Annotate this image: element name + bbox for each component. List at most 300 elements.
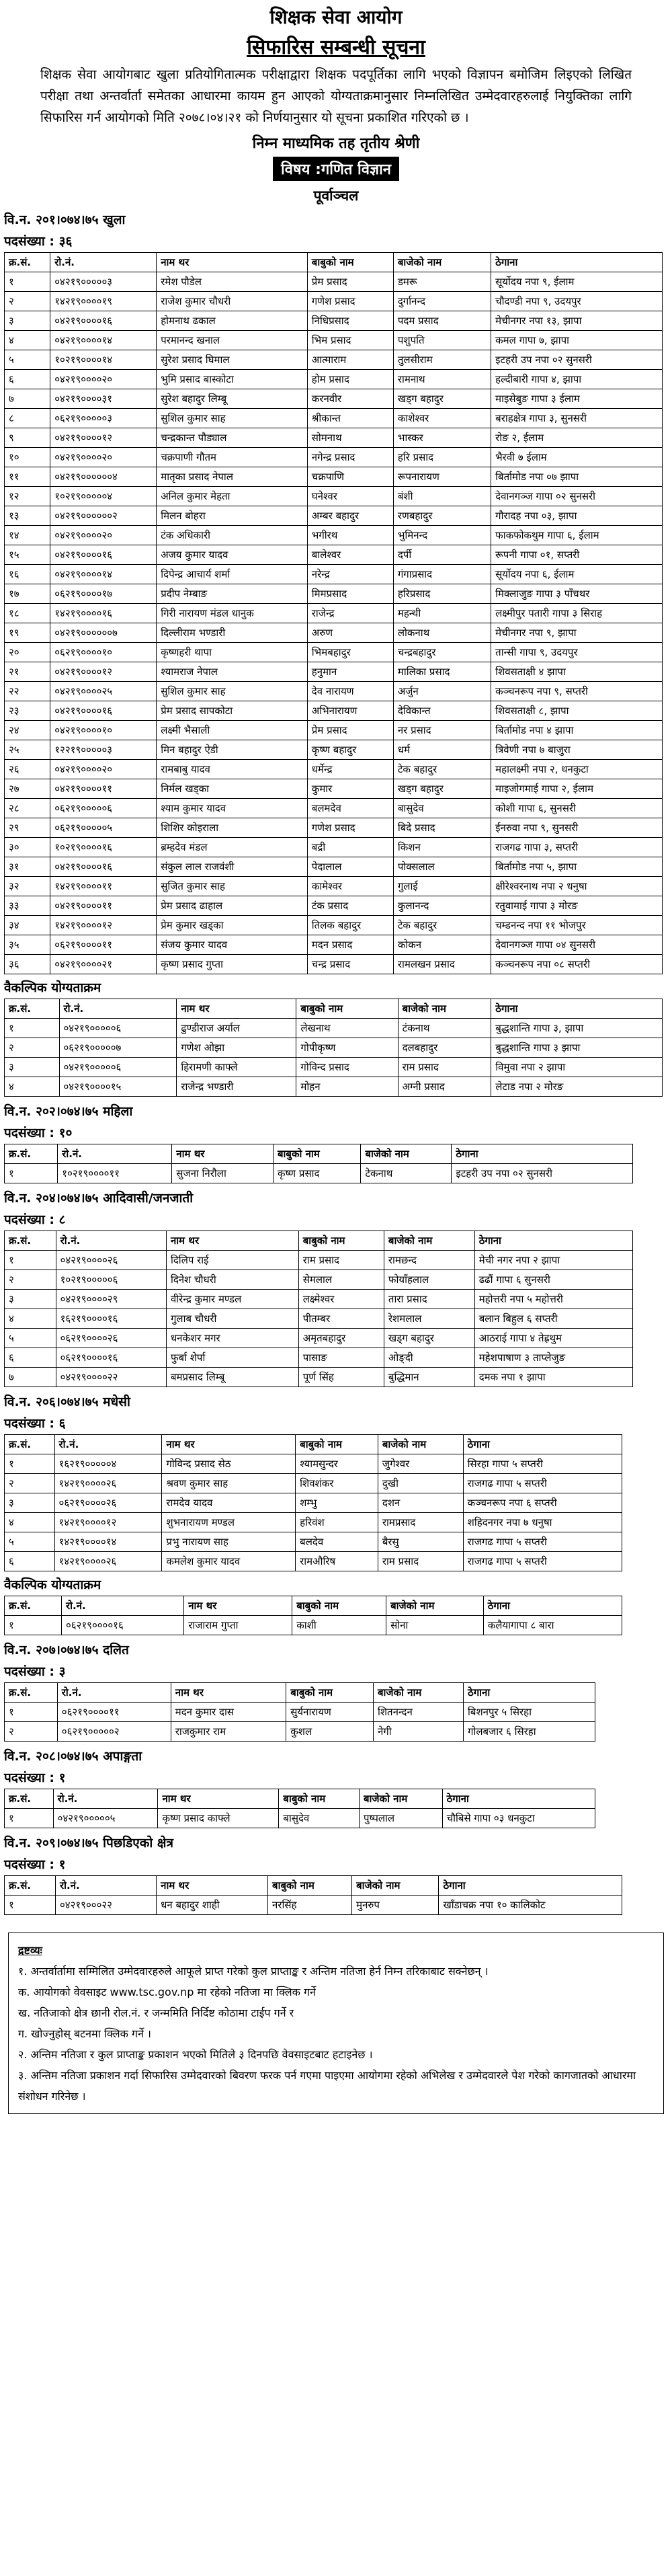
column-header: बाजेको नाम xyxy=(359,1789,442,1809)
table-cell: काशेश्वर xyxy=(393,409,491,428)
table-cell: हरिवंश xyxy=(296,1513,378,1532)
table-cell: गोलबजार ६ सिरहा xyxy=(464,1722,595,1742)
column-header: क्र.सं. xyxy=(5,1789,54,1809)
table-cell: प्रेम कुमार खड्का xyxy=(157,916,308,935)
table-cell: लक्ष्मीपुर पतारी गापा ३ सिराह xyxy=(491,604,663,623)
table-cell: मिमप्रसाद xyxy=(307,584,393,604)
table-cell: राजेन्द्र भण्डारी xyxy=(177,1077,296,1097)
table-cell: अजय कुमार यादव xyxy=(157,545,308,565)
column-header: रो.नं. xyxy=(61,1596,183,1616)
table-cell: १७ xyxy=(5,584,50,604)
table-cell: बुद्धिमान xyxy=(384,1368,474,1387)
table-cell: किशन xyxy=(393,838,491,857)
table-cell: रामछन्द xyxy=(384,1251,474,1270)
table-cell: ३५ xyxy=(5,935,50,955)
table-cell: १४२१९००००१४ xyxy=(54,1532,162,1552)
table-cell: १ xyxy=(5,1251,56,1270)
table-cell: १४२१९००००१६ xyxy=(50,604,157,623)
column-header: बाबुको नाम xyxy=(292,1596,386,1616)
table-cell: बैरसु xyxy=(378,1532,463,1552)
table-cell: ढुण्डीराज अर्याल xyxy=(177,1019,296,1038)
table-cell: चन्द्र प्रसाद xyxy=(307,955,393,974)
table-cell: ५ xyxy=(5,350,50,370)
candidate-table xyxy=(4,1875,622,1915)
table-cell: कुशल xyxy=(286,1722,374,1742)
table-cell: ३ xyxy=(5,1493,55,1513)
column-header: बाजेको नाम xyxy=(386,1596,484,1616)
table-row xyxy=(5,1722,595,1742)
table-row xyxy=(5,370,663,389)
table-row xyxy=(5,1368,633,1387)
table-cell: सेमलाल xyxy=(298,1270,384,1290)
table-cell: दशन xyxy=(378,1493,463,1513)
table-row xyxy=(5,896,663,916)
table-cell: संजय कुमार यादव xyxy=(157,935,308,955)
column-header: ठेगाना xyxy=(491,999,663,1019)
candidate-table xyxy=(4,252,663,974)
table-cell: कृष्ण बहादुर xyxy=(307,740,393,760)
table-cell: सोना xyxy=(386,1616,484,1635)
table-row xyxy=(5,389,663,409)
column-header: क्र.सं. xyxy=(5,1435,55,1454)
table-cell: १८ xyxy=(5,604,50,623)
table-cell: २८ xyxy=(5,799,50,818)
table-cell: मिन बहादुर ऐडी xyxy=(157,740,308,760)
table-cell: १ xyxy=(5,1616,62,1635)
table-cell: टेक बहादुर xyxy=(393,760,491,779)
table-cell: ०६२१९००००२६ xyxy=(56,1329,166,1348)
table-cell: माइसेबुङ गापा ३ ईलाम xyxy=(491,389,663,409)
table-cell: लोकनाथ xyxy=(393,623,491,643)
table-row xyxy=(5,838,663,857)
table-cell: अमृतबहादुर xyxy=(298,1329,384,1348)
table-cell: काशी xyxy=(292,1616,386,1635)
table-cell: पशुपति xyxy=(393,331,491,350)
table-cell: कमल गापा ७, झापा xyxy=(491,331,663,350)
column-header: रो.नं. xyxy=(56,1231,166,1251)
table-cell: ०४२१९०००२२ xyxy=(55,1896,156,1915)
table-cell: २३ xyxy=(5,701,50,721)
table-cell: मातृका प्रसाद नेपाल xyxy=(157,467,308,487)
table-cell: ०४२१९००००१५ xyxy=(59,1077,177,1097)
table-cell: रूपनारायण xyxy=(393,467,491,487)
table-cell: शिवसताक्षी ८, झापा xyxy=(491,701,663,721)
table-cell: लेखनाथ xyxy=(296,1019,398,1038)
table-cell: अम्बर बहादुर xyxy=(307,506,393,526)
alternate-merit-heading: वैकल्पिक योग्यताक्रम xyxy=(4,1577,101,1592)
org-name: शिक्षक सेवा आयोग xyxy=(269,6,403,28)
table-cell: ११ xyxy=(5,467,50,487)
table-cell: टंक प्रसाद xyxy=(307,896,393,916)
table-cell: महालक्ष्मी नपा २, धनकुटा xyxy=(491,760,663,779)
table-cell: १२ xyxy=(5,487,50,506)
table-cell: गिरी नारायण मंडल धानुक xyxy=(157,604,308,623)
table-cell: दिल्लीराम भण्डारी xyxy=(157,623,308,643)
table-cell: धनकेशर मगर xyxy=(166,1329,298,1348)
table-cell: २२ xyxy=(5,682,50,701)
table-cell: ०४२१९००००१२ xyxy=(50,662,157,682)
table-row xyxy=(5,1896,622,1915)
table-cell: ओङ्दी xyxy=(384,1348,474,1368)
table-cell: धर्मेन्द्र xyxy=(307,760,393,779)
table-cell: सोमनाथ xyxy=(307,428,393,448)
table-row xyxy=(5,1532,622,1552)
table-row xyxy=(5,721,663,740)
column-header: क्र.सं. xyxy=(5,1596,62,1616)
table-cell: ब्रम्हदेव मंडल xyxy=(157,838,308,857)
table-row xyxy=(5,623,663,643)
table-row xyxy=(5,1270,633,1290)
column-header: क्र.सं. xyxy=(5,253,50,272)
column-header: रो.नं. xyxy=(54,1435,162,1454)
table-cell: मुनरुप xyxy=(352,1896,439,1915)
table-cell: अर्जुन xyxy=(393,682,491,701)
table-cell: हनुमान xyxy=(307,662,393,682)
table-cell: १५ xyxy=(5,545,50,565)
table-cell: बालेश्वर xyxy=(307,545,393,565)
post-count: पदसंख्या : १ xyxy=(4,1770,66,1785)
table-cell: ०४२१९००००३१ xyxy=(50,389,157,409)
table-cell: शिवशंकर xyxy=(296,1474,378,1493)
table-cell: २ xyxy=(5,1270,56,1290)
table-cell: राजगढ गापा ५ सप्तरी xyxy=(463,1552,622,1571)
table-cell: पोक्सलाल xyxy=(393,857,491,877)
table-cell: त्रिवेणी नपा ७ बाजुरा xyxy=(491,740,663,760)
table-cell: १३ xyxy=(5,506,50,526)
table-cell: शम्भु xyxy=(296,1493,378,1513)
table-cell: शितनन्दन xyxy=(373,1703,463,1722)
table-cell: मोहन xyxy=(296,1077,398,1097)
vacancy-section xyxy=(0,1189,672,1387)
table-header-row xyxy=(5,253,663,272)
vacancy-number: वि.न. २०८।०७४।७५ अपाङ्गता xyxy=(4,1749,142,1764)
table-cell: ०४२१९००००११ xyxy=(50,779,157,799)
note-item: ग. खोज्नुहोस् बटनमा क्लिक गर्ने । xyxy=(18,2027,151,2040)
table-cell: बमप्रसाद लिम्बू xyxy=(166,1368,298,1387)
table-cell: १२२१९०००००३ xyxy=(50,740,157,760)
table-cell: ०४२१९०००००६ xyxy=(59,1019,177,1038)
table-cell: कमलेश कुमार यादव xyxy=(162,1552,296,1571)
table-cell: रमेश पौडेल xyxy=(157,272,308,292)
table-cell: करनवीर xyxy=(307,389,393,409)
table-cell: राजाराम गुप्ता xyxy=(184,1616,292,1635)
column-header: ठेगाना xyxy=(491,253,663,272)
vacancy-number: वि.न. २०७।०७४।७५ दलित xyxy=(4,1643,129,1657)
table-cell: रेशमलाल xyxy=(384,1309,474,1329)
table-cell: मेचीनगर नपा ९, झापा xyxy=(491,623,663,643)
table-cell: बुद्धशान्ति गापा ३, झापा xyxy=(491,1019,663,1038)
table-header-row xyxy=(5,1876,622,1896)
column-header: बाजेको नाम xyxy=(378,1435,463,1454)
notes-list xyxy=(18,1961,654,2107)
table-cell: राम प्रसाद xyxy=(298,1251,384,1270)
table-cell: दलबहादुर xyxy=(398,1038,491,1058)
table-cell: क्षीरेश्वरनाथ नपा २ धनुषा xyxy=(491,877,663,896)
table-cell: १ xyxy=(5,1703,58,1722)
table-cell: पूर्ण सिंह xyxy=(298,1368,384,1387)
table-cell: मेची नगर नपा २ झापा xyxy=(474,1251,632,1270)
table-cell: १०२१९०००००४ xyxy=(50,487,157,506)
table-cell: नेगी xyxy=(373,1722,463,1742)
column-header: रो.नं. xyxy=(50,253,157,272)
vacancy-section xyxy=(0,1393,672,1635)
table-cell: हरिप्रसाद xyxy=(393,584,491,604)
table-cell: श्रीकान्त xyxy=(307,409,393,428)
table-cell: लेटाड नपा २ मोरङ xyxy=(491,1077,663,1097)
table-cell: अग्नी प्रसाद xyxy=(398,1077,491,1097)
table-cell: ईनरुवा नपा ९, सुनसरी xyxy=(491,818,663,838)
candidate-table xyxy=(4,1789,595,1828)
table-row xyxy=(5,1703,595,1722)
table-header-row xyxy=(5,1231,633,1251)
table-cell: ४ xyxy=(5,1077,60,1097)
level-heading: निम्न माध्यमिक तह तृतीय श्रेणी xyxy=(252,135,420,152)
table-cell: शिशिर कोइराला xyxy=(157,818,308,838)
table-cell: गोविन्द प्रसाद सेठ xyxy=(162,1454,296,1474)
note-item: १. अन्तर्वार्तामा सम्मिलित उम्मेदवारहरुले आफूले प्राप्त गरेको कुल प्राप्ताङ्क र अन्तिम नतिजा हेर्न निम्न तरिकाबाट सक्नेछन् । xyxy=(18,1965,489,1978)
table-cell: गंगाप्रसाद xyxy=(393,565,491,584)
table-row xyxy=(5,1251,633,1270)
table-cell: ४ xyxy=(5,331,50,350)
table-cell: अरुण xyxy=(307,623,393,643)
table-cell: देव नारायण xyxy=(307,682,393,701)
column-header: नाम थर xyxy=(171,1683,286,1703)
table-cell: टेक बहादुर xyxy=(393,916,491,935)
table-cell: तिलक बहादुर xyxy=(307,916,393,935)
table-cell: १० xyxy=(5,448,50,467)
column-header: बाबुको नाम xyxy=(286,1683,374,1703)
table-cell: इटहरी उप नपा ०२ सुनसरी xyxy=(491,350,663,370)
table-cell: शहिदनगर नपा ७ धनुषा xyxy=(463,1513,622,1532)
table-row xyxy=(5,409,663,428)
sections-container xyxy=(0,210,672,1915)
table-cell: ०६२१९०००००७ xyxy=(59,1038,177,1058)
table-cell: गणेश प्रसाद xyxy=(307,292,393,311)
table-row xyxy=(5,311,663,331)
column-header: ठेगाना xyxy=(464,1683,595,1703)
table-cell: संकुल लाल राजवंशी xyxy=(157,857,308,877)
table-row xyxy=(5,1552,622,1571)
table-cell: सुशिल कुमार साह xyxy=(157,409,308,428)
table-cell: नरेन्द्र xyxy=(307,565,393,584)
table-cell: ढढौं गापा ६ सुनसरी xyxy=(474,1270,632,1290)
table-cell: डमरू xyxy=(393,272,491,292)
note-item: ख. नतिजाको क्षेत्र छानी रोल.नं. र जन्ममिति निर्दिष्ट कोठामा टाईप गर्ने र xyxy=(18,2006,294,2019)
table-cell: १ xyxy=(5,1019,60,1038)
table-row xyxy=(5,1038,663,1058)
candidate-table xyxy=(4,1144,633,1183)
table-cell: फुर्बा शेर्पा xyxy=(166,1348,298,1368)
table-cell: सुजना निरौला xyxy=(172,1164,274,1183)
table-cell: ०४२१९०००००५ xyxy=(53,1809,158,1828)
candidate-table xyxy=(4,1682,595,1742)
column-header: रो.नं. xyxy=(58,1144,172,1164)
alternate-merit-heading: वैकल्पिक योग्यताक्रम xyxy=(4,980,101,995)
table-row xyxy=(5,916,663,935)
column-header: नाम थर xyxy=(158,1789,279,1809)
table-cell: खड्ग बहादुर xyxy=(393,779,491,799)
table-cell: ३४ xyxy=(5,916,50,935)
table-cell: प्रेम प्रसाद xyxy=(307,721,393,740)
table-cell: २ xyxy=(5,1474,55,1493)
table-cell: ०४२१९००००१४ xyxy=(50,331,157,350)
table-cell: देविकान्त xyxy=(393,701,491,721)
table-cell: तुलसीराम xyxy=(393,350,491,370)
table-cell: बलदेव xyxy=(296,1532,378,1552)
table-row xyxy=(5,604,663,623)
table-cell: दुखी xyxy=(378,1474,463,1493)
column-header: बाजेको नाम xyxy=(398,999,491,1019)
table-cell: दर्पी xyxy=(393,545,491,565)
vacancy-number: वि.न. २०१।०७४।७५ खुला xyxy=(4,212,126,227)
table-cell: ५ xyxy=(5,1532,55,1552)
table-cell: कञ्चनरूप नपा ९, सप्तरी xyxy=(491,682,663,701)
column-header: बाजेको नाम xyxy=(352,1876,439,1896)
table-cell: खाँडाचक्र नपा १० कालिकोट xyxy=(439,1896,622,1915)
subject-heading: विषय :गणित विज्ञान xyxy=(273,157,399,181)
table-cell: १०२१९००००१४ xyxy=(50,350,157,370)
intro-paragraph: शिक्षक सेवा आयोगबाट खुला प्रतियोगितात्मक परीक्षाद्वारा शिक्षक पदपूर्तिका लागि भएको विज्ञापन बमोजिम लिइएको लिखित परीक्षा तथा अन्तर्वार्ता समेतका आधारमा कायम हुन आएको योग्यताक्रमानुसार निम्नलिखित उम्मेदवारहरुलाई नियुक्तिका लागि सिफारिस गर्न आयोगको मिति २०७८।०४।२१ को निर्णयानुसार यो सूचना प्रकाशित गरिएको छ । xyxy=(40,67,632,125)
table-cell: कृष्णहरी थापा xyxy=(157,643,308,662)
table-cell: २ xyxy=(5,1722,58,1742)
table-cell: होम प्रसाद xyxy=(307,370,393,389)
table-row xyxy=(5,1348,633,1368)
table-cell: सुशिल कुमार साह xyxy=(157,682,308,701)
table-cell: १९ xyxy=(5,623,50,643)
column-header: क्र.सं. xyxy=(5,1683,58,1703)
table-cell: प्रदीप नेम्बाङ xyxy=(157,584,308,604)
column-header: बाजेको नाम xyxy=(361,1144,452,1164)
table-cell: ०४२१९००००२५ xyxy=(50,682,157,701)
table-cell: ६ xyxy=(5,1552,55,1571)
table-row xyxy=(5,935,663,955)
table-cell: १४२१९००००१९ xyxy=(50,292,157,311)
column-header: रो.नं. xyxy=(59,999,177,1019)
table-row xyxy=(5,857,663,877)
table-cell: चन्द्रकान्त पौड्याल xyxy=(157,428,308,448)
table-cell: कृष्ण प्रसाद गुप्ता xyxy=(157,955,308,974)
table-cell: गणेश ओझा xyxy=(177,1038,296,1058)
table-cell: चम्डनन्द नपा ११ भोजपुर xyxy=(491,916,663,935)
column-header: क्र.सं. xyxy=(5,1231,56,1251)
column-header: नाम थर xyxy=(162,1435,296,1454)
table-row xyxy=(5,506,663,526)
table-row xyxy=(5,818,663,838)
table-cell: भिमबहादुर xyxy=(307,643,393,662)
table-cell: मिलन बोहरा xyxy=(157,506,308,526)
table-cell: रामलखन प्रसाद xyxy=(393,955,491,974)
table-cell: ०४२१९००००२० xyxy=(50,448,157,467)
table-cell: बिर्तामोड नपा ०७ झापा xyxy=(491,467,663,487)
table-cell: १ xyxy=(5,1809,54,1828)
table-cell: राजगढ गापा ५ सप्तरी xyxy=(463,1474,622,1493)
table-cell: १६२१९०००००४ xyxy=(54,1454,162,1474)
vacancy-section xyxy=(0,1102,672,1183)
column-header: रो.नं. xyxy=(57,1683,171,1703)
table-cell: कामेश्वर xyxy=(307,877,393,896)
table-row xyxy=(5,545,663,565)
table-cell: ३ xyxy=(5,311,50,331)
table-cell: महेशपाषाण ३ ताप्लेजुङ xyxy=(474,1348,632,1368)
column-header: बाबुको नाम xyxy=(298,1231,384,1251)
table-cell: कलैयागापा ८ बारा xyxy=(483,1616,622,1635)
table-row xyxy=(5,799,663,818)
table-cell: ०४२१९०००००३ xyxy=(50,272,157,292)
table-cell: राजेश कुमार चौधरी xyxy=(157,292,308,311)
table-cell: चौदण्डी नपा ९, उदयपुर xyxy=(491,292,663,311)
table-cell: भैरवी ७ ईलाम xyxy=(491,448,663,467)
table-cell: पुष्पलाल xyxy=(359,1809,442,1828)
candidate-table xyxy=(4,1434,622,1571)
column-header: नाम थर xyxy=(184,1596,292,1616)
table-cell: रतुवामाई गापा ३ मोरङ xyxy=(491,896,663,916)
table-cell: ०४२१९००००२० xyxy=(50,760,157,779)
table-cell: रामप्रसाद xyxy=(378,1513,463,1532)
table-cell: ०४२१९००००००४ xyxy=(50,467,157,487)
column-header: बाबुको नाम xyxy=(296,999,398,1019)
table-cell: रोङ २, ईलाम xyxy=(491,428,663,448)
table-cell: पासाङ xyxy=(298,1348,384,1368)
table-cell: बलमदेव xyxy=(307,799,393,818)
table-row xyxy=(5,1019,663,1038)
table-cell: ५ xyxy=(5,1329,56,1348)
table-cell: ३० xyxy=(5,838,50,857)
table-row xyxy=(5,682,663,701)
table-cell: २९ xyxy=(5,818,50,838)
table-cell: खड्ग बहादुर xyxy=(384,1329,474,1348)
table-cell: धर्म xyxy=(393,740,491,760)
table-cell: ०४२१९००००००२ xyxy=(50,506,157,526)
table-cell: कृष्ण प्रसाद काफ्ले xyxy=(158,1809,279,1828)
table-cell: २७ xyxy=(5,779,50,799)
table-cell: राजगढ गापा ३, सप्तरी xyxy=(491,838,663,857)
table-cell: १ xyxy=(5,1454,55,1474)
column-header: बाजेको नाम xyxy=(373,1683,463,1703)
table-cell: ३३ xyxy=(5,896,50,916)
table-row xyxy=(5,1290,633,1309)
table-row xyxy=(5,1616,622,1635)
table-row xyxy=(5,643,663,662)
table-cell: सुरेश बहादुर लिम्बू xyxy=(157,389,308,409)
table-cell: ०६२१९००००२६ xyxy=(54,1493,162,1513)
table-cell: १०२१९०००००६ xyxy=(56,1270,166,1290)
table-cell: नगेन्द्र प्रसाद xyxy=(307,448,393,467)
vacancy-number: वि.न. २०२।०७४।७५ महिला xyxy=(4,1104,133,1119)
table-row xyxy=(5,1454,622,1474)
column-header: नाम थर xyxy=(166,1231,298,1251)
table-cell: राजेन्द्र xyxy=(307,604,393,623)
table-row xyxy=(5,701,663,721)
table-cell: ६ xyxy=(5,1348,56,1368)
table-cell: लक्ष्मेश्वर xyxy=(298,1290,384,1309)
table-cell: गुलाब चौधरी xyxy=(166,1309,298,1329)
table-cell: हरि प्रसाद xyxy=(393,448,491,467)
table-cell: १ xyxy=(5,1896,56,1915)
table-cell: बिशनपुर ५ सिरहा xyxy=(464,1703,595,1722)
table-cell: गोविन्द प्रसाद xyxy=(296,1058,398,1077)
table-cell: ४ xyxy=(5,1309,56,1329)
table-cell: दुर्गानन्द xyxy=(393,292,491,311)
table-cell: चक्रपाणी गौतम xyxy=(157,448,308,467)
table-cell: ०६२१९०००००६ xyxy=(50,799,157,818)
table-cell: टंक अधिकारी xyxy=(157,526,308,545)
table-cell: फाकफोकथुम गापा ६, ईलाम xyxy=(491,526,663,545)
table-cell: परमानन्द खनाल xyxy=(157,331,308,350)
notes-heading: द्रष्टव्यः xyxy=(18,1944,42,1957)
table-cell: कोशी गापा ६, सुनसरी xyxy=(491,799,663,818)
table-cell: ९ xyxy=(5,428,50,448)
notes-box xyxy=(8,1933,664,2114)
